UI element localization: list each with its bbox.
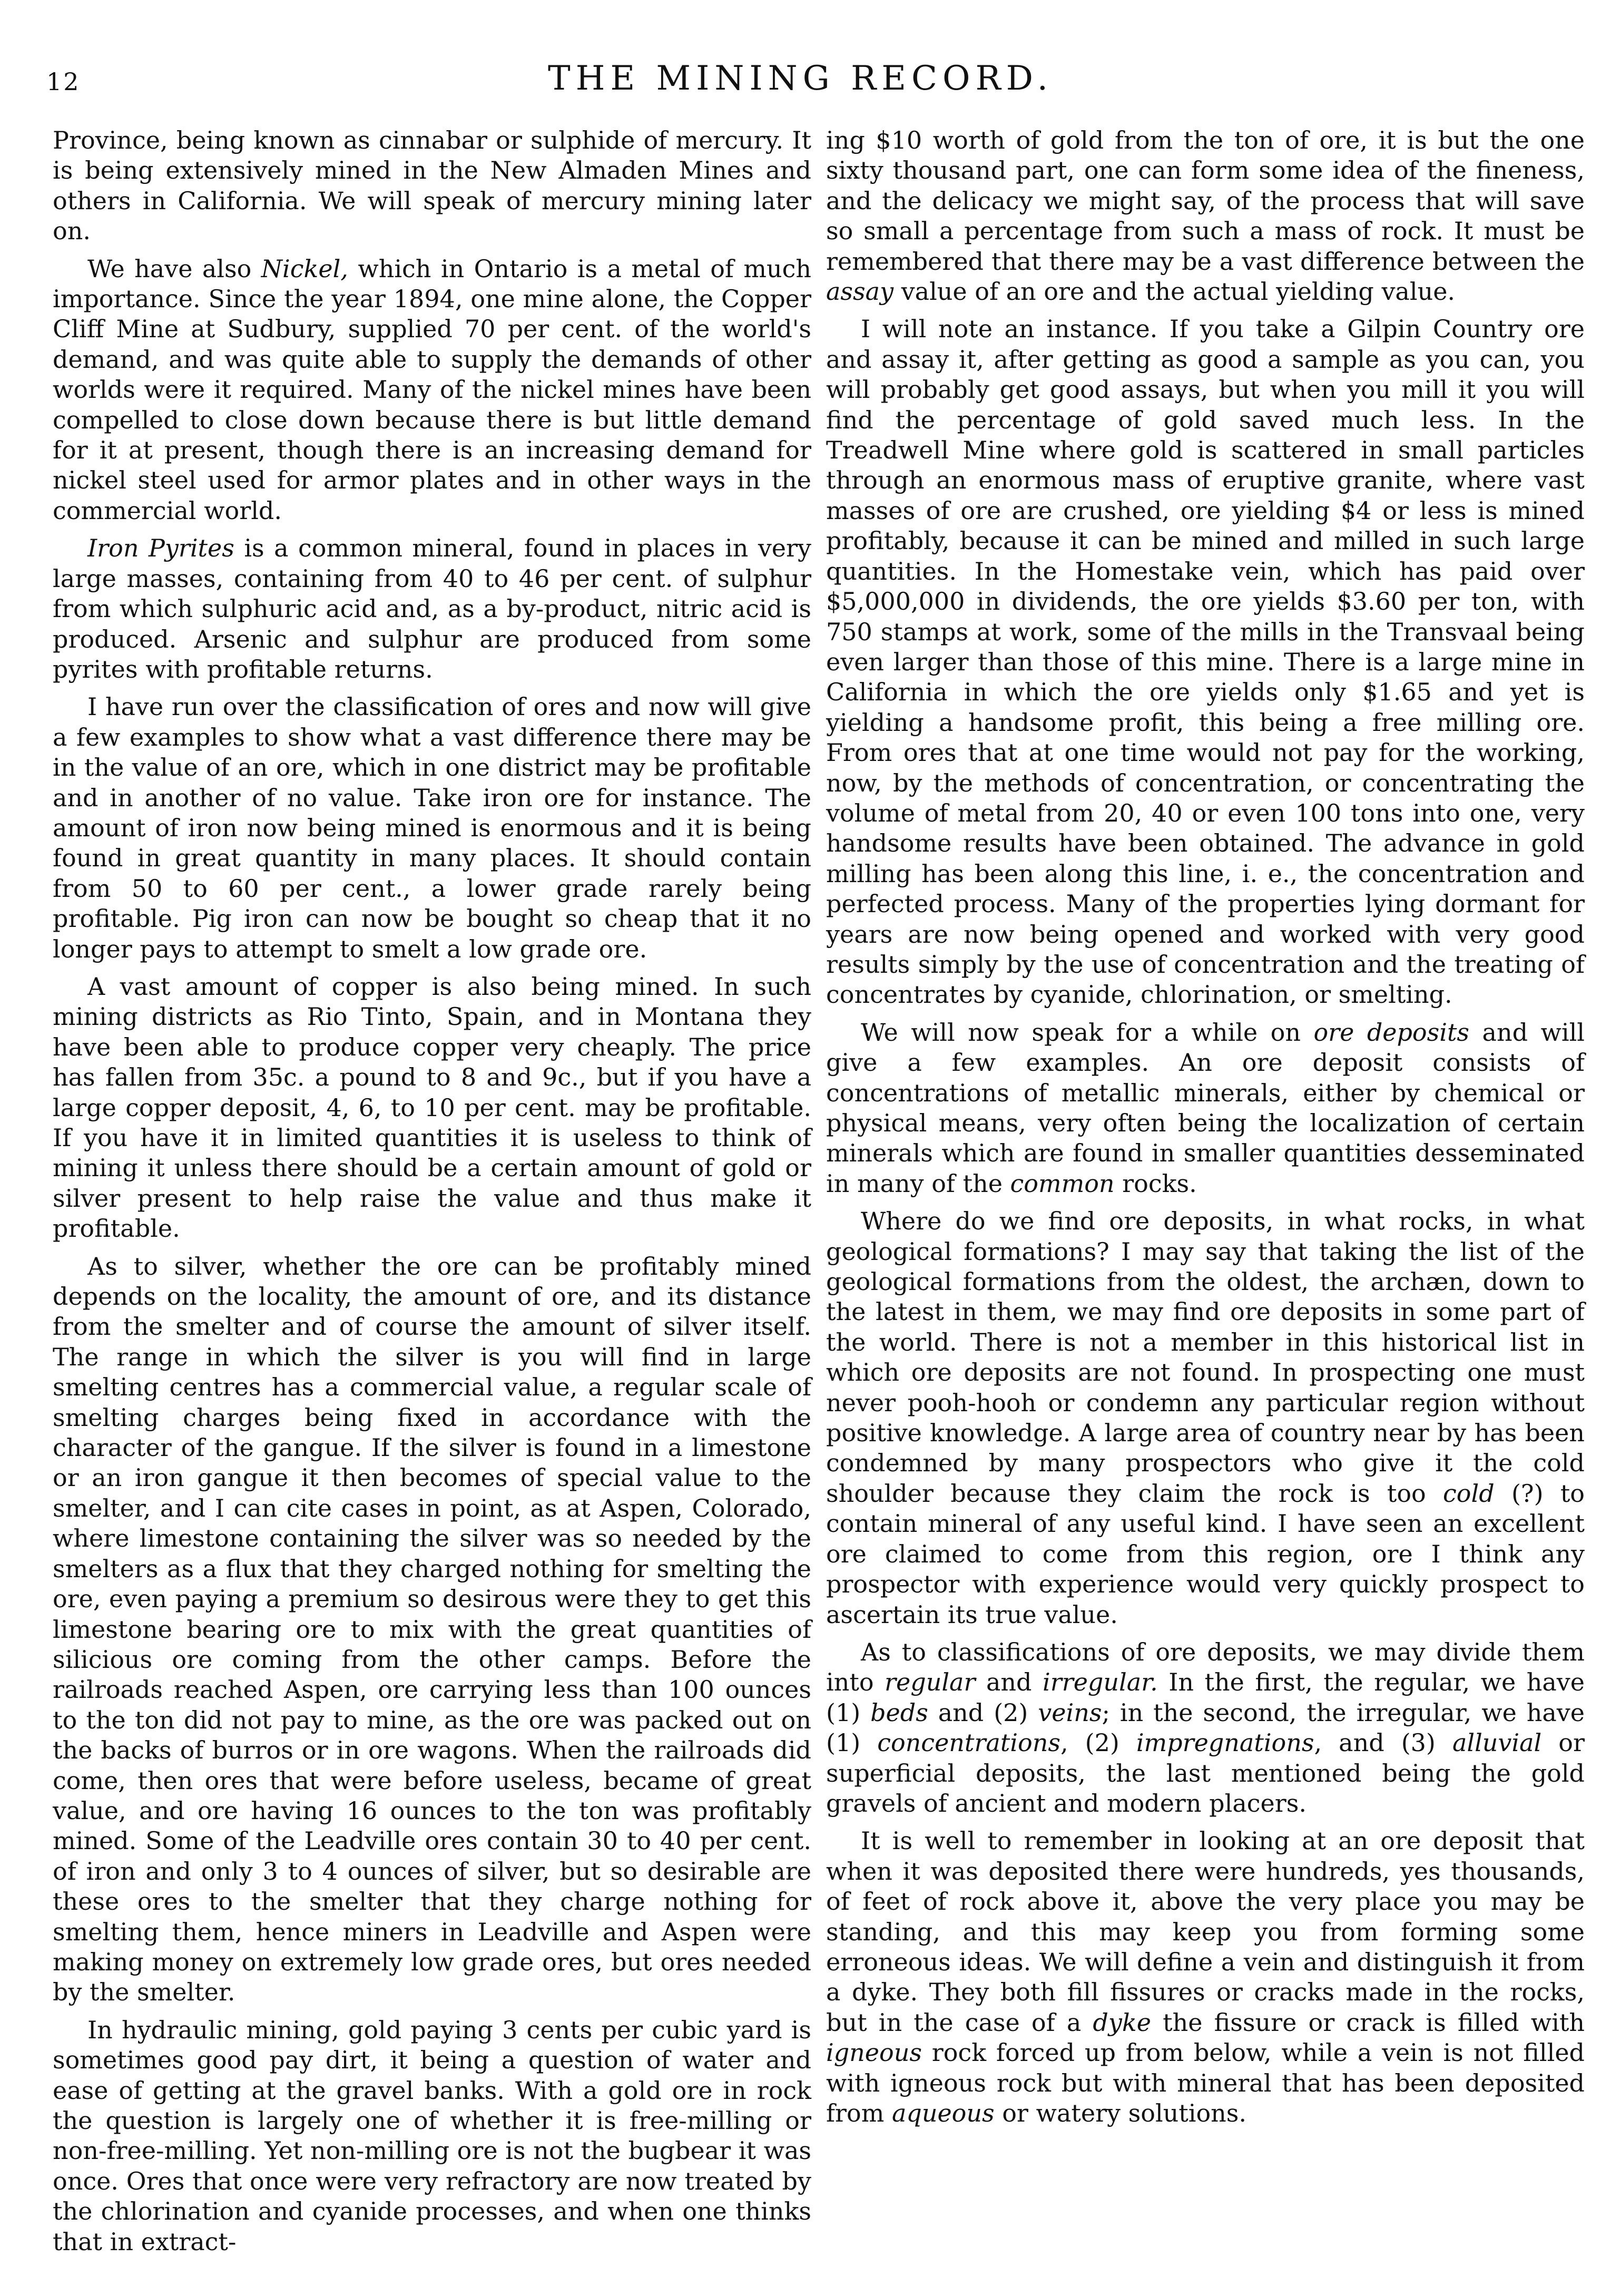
paragraph-text: We will now speak for a while on — [861, 1018, 1314, 1047]
paragraph-text: ing $10 worth of gold from the ton of ore, it is but the one sixty thousand part, one can form some idea of the fineness, and the delicacy we might say, of the process that will save so small a percentage from such a mass of rock. It must be remembered that there may be a vast difference between the — [826, 126, 1585, 276]
paragraph-text: In hydraulic mining, gold paying 3 cents per cubic yard is sometimes good pay dirt, it being a question of water and ease of getting at the gravel banks. With a gold ore in rock the question is largely one of whether it is free-milling or non-free-milling. Yet non-milling ore is not the bugbear it was once. Ores that once were very refractory are now treated by the chlorination and cyanide processes, and when one thinks that in extract- — [53, 2015, 811, 2256]
paragraph — [826, 125, 1585, 307]
left-column — [53, 125, 811, 2257]
page-number: 12 — [46, 67, 81, 96]
italic-term: irregular. — [1043, 1668, 1158, 1697]
paragraph-text: the fissure or crack is filled with — [1151, 2008, 1585, 2037]
italic-term: igneous — [826, 2038, 922, 2067]
paragraph — [53, 1252, 811, 2008]
italic-term: aqueous — [891, 2099, 995, 2127]
italic-term: Iron Pyrites — [87, 534, 234, 563]
paragraph — [826, 314, 1585, 1010]
paragraph — [53, 125, 811, 247]
paragraph — [826, 1206, 1585, 1630]
paragraph-text: Province, being known as cinnabar or sulphide of mercury. It is being extensively mined in the New Almaden Mines and others in California. We will speak of mercury mining later on. — [53, 126, 811, 246]
paragraph-text: which in Ontario is a metal of much importance. Since the year 1894, one mine alone, the Copper Cliff Mine at Sudbury, supplied 70 per cent. of the world's demand, and was quite able to supply the demands of other worlds were it required. Many of the nickel mines have been compelled to close down because there is but little demand for it at present, though there is an increasing demand for nickel steel used for armor plates and in other ways in the commercial world. — [53, 254, 811, 525]
paragraph-text: I have run over the classification of ores and now will give a few examples to show what a vast difference there may be in the value of an ore, which in one district may be profitable and in another of no value. Take iron ore for instance. The amount of iron now being mined is enormous and it is being found in great quantity in many places. It should contain from 50 to 60 per cent., a lower grade rarely being profitable. Pig iron can now be bought so cheap that it no longer pays to attempt to smelt a low grade ore. — [53, 692, 811, 963]
paragraph-text: and will give a few examples. An ore deposit consists of concentrations of metallic minerals, either by chemical or physical means, very often being the localization of certain minerals which are found in smaller quantities desseminated in many of the — [826, 1018, 1585, 1198]
italic-term: beds — [870, 1698, 928, 1727]
paragraph-text: ; in the second, the irregular, we have (1) — [826, 1698, 1585, 1757]
italic-term: impregnations — [1136, 1728, 1314, 1757]
paragraph — [53, 2015, 811, 2257]
italic-term: ore deposits — [1313, 1018, 1470, 1047]
italic-term: assay — [826, 277, 894, 306]
paragraph-text: rocks. — [1114, 1169, 1197, 1198]
paragraph-text: and — [975, 1668, 1043, 1697]
paragraph-text: and (2) — [928, 1698, 1038, 1727]
right-column — [826, 125, 1585, 2128]
paragraph-text: I will note an instance. If you take a Gilpin Country ore and assay it, after getting as good a sample as you can, you will probably get good assays, but when you mill it you will find the percentage of gold saved much less. In the Treadwell Mine where gold is scattered in small particles through an enormous mass of eruptive granite, where vast masses of ore are crushed, ore yielding $4 or less is mined profitably, because it can be mined and milled in such large quantities. In the Homestake vein, which has paid over $5,000,000 in dividends, the ore yields $3.60 per ton, with 750 stamps at work, some of the mills in the Transvaal being even larger than those of this mine. There is a large mine in California in which the ore yields only $1.65 and yet is yielding a handsome profit, this being a free milling ore. From ores that at one time would not pay for the working, now, by the methods of concentration, or concentrating the volume of metal from 20, 40 or even 100 tons into one, very handsome results have been obtained. The advance in gold milling has been along this line, i. e., the concentration and perfected process. Many of the properties lying dormant for years are now being opened and worked with very good results simply by the use of concentration and the treating of concentrates by cyanide, chlorination, or smelting. — [826, 315, 1585, 1009]
italic-term: alluvial — [1452, 1728, 1542, 1757]
paragraph-text: It is well to remember in looking at an ore deposit that when it was deposited there were hundreds, yes thousands, of feet of rock above it, above the very place you may be standing, and this may keep you from forming some erroneous ideas. We will define a vein and distinguish it from a dyke. They both fill fissures or cracks made in the rocks, but in the case of a — [826, 1826, 1585, 2037]
paragraph — [53, 533, 811, 685]
italic-term: concentrations — [877, 1728, 1060, 1757]
paragraph-text: value of an ore and the actual yielding value. — [893, 277, 1456, 306]
paragraph — [53, 254, 811, 526]
italic-term: regular — [885, 1668, 976, 1697]
running-title: THE MINING RECORD. — [547, 59, 1054, 98]
paragraph-text: is a common mineral, found in places in very large masses, containing from 40 to 46 per cent. of sulphur from which sulphuric acid and, as a by-product, nitric acid is produced. Arsenic and sulphur are produced from some pyrites with profitable returns. — [53, 534, 811, 683]
paragraph-text: We have also — [87, 254, 261, 283]
paragraph-text: or superficial deposits, the last mentioned being the gold gravels of ancient and modern placers. — [826, 1728, 1585, 1818]
paragraph — [826, 1637, 1585, 1819]
italic-term: common — [1010, 1169, 1115, 1198]
italic-term: dyke — [1093, 2008, 1151, 2037]
paragraph-text: A vast amount of copper is also being mined. In such mining districts as Rio Tinto, Spain, and in Montana they have been able to produce copper very cheaply. The price has fallen from 35c. a pound to 8 and 9c., but if you have a large copper deposit, 4, 6, to 10 per cent. may be profitable. If you have it in limited quantities it is useless to think of mining it unless there should be a certain amount of gold or silver present to help raise the value and thus make it profitable. — [53, 972, 811, 1243]
italic-term: Nickel, — [261, 254, 348, 283]
paragraph-text: Where do we find ore deposits, in what rocks, in what geological formations? I may say that taking the list of the geological formations from the oldest, the archæn, down to the latest in them, we may find ore deposits in some part of the world. There is not a member in this historical list in which ore deposits are not found. In prospecting one must never pooh-hooh or condemn any particular region without positive knowledge. A large area of country near by has been condemned by many prospectors who give it the cold shoulder because they claim the rock is too — [826, 1207, 1585, 1508]
paragraph-text: As to classifications of ore deposits, we may divide them into — [826, 1637, 1585, 1697]
italic-term: veins — [1038, 1698, 1102, 1727]
italic-term: cold — [1443, 1479, 1495, 1508]
paragraph — [826, 1826, 1585, 2128]
paragraph-text: rock forced up from below, while a vein is not filled with igneous rock but with mineral that has been deposited from — [826, 2038, 1585, 2127]
paragraph-text: As to silver, whether the ore can be profitably mined depends on the locality, the amount of ore, and its distance from the smelter and of course the amount of silver itself. The range in which the silver is you will find in large smelting centres has a commercial value, a regular scale of smelting charges being fixed in accordance with the character of the gangue. If the silver is found in a limestone or an iron gangue it then becomes of special value to the smelter, and I can cite cases in point, as at Aspen, Colorado, where limestone containing the silver was so needed by the smelters as a flux that they charged nothing for smelting the ore, even paying a premium so desirous were they to get this limestone bearing ore to mix with the great quantities of silicious ore coming from the other camps. Before the railroads reached Aspen, ore carrying less than 100 ounces to the ton did not pay to mine, as the ore was packed out on the backs of burros or in ore wagons. When the railroads did come, then ores that were before useless, became of great value, and ore having 16 ounces to the ton was profitably mined. Some of the Leadville ores contain 30 to 40 per cent. of iron and only 3 to 4 ounces of silver, but so desirable are these ores to the smelter that they charge nothing for smelting them, hence miners in Leadville and Aspen were making money on extremely low grade ores, but ores needed by the smelter. — [53, 1252, 811, 2007]
paragraph-text: (?) to contain mineral of any useful kind. I have seen an excellent ore claimed to come from this region, ore I think any prospector with experience would very quickly prospect to ascertain its true value. — [826, 1479, 1585, 1629]
paragraph-text: In the first, the regular, we have (1) — [826, 1668, 1585, 1727]
paragraph-text: , and (3) — [1314, 1728, 1452, 1757]
paragraph-text: , (2) — [1060, 1728, 1136, 1757]
paragraph — [53, 972, 811, 1244]
paragraph-text: or watery solutions. — [994, 2099, 1247, 2127]
paragraph — [53, 692, 811, 964]
paragraph — [826, 1018, 1585, 1199]
